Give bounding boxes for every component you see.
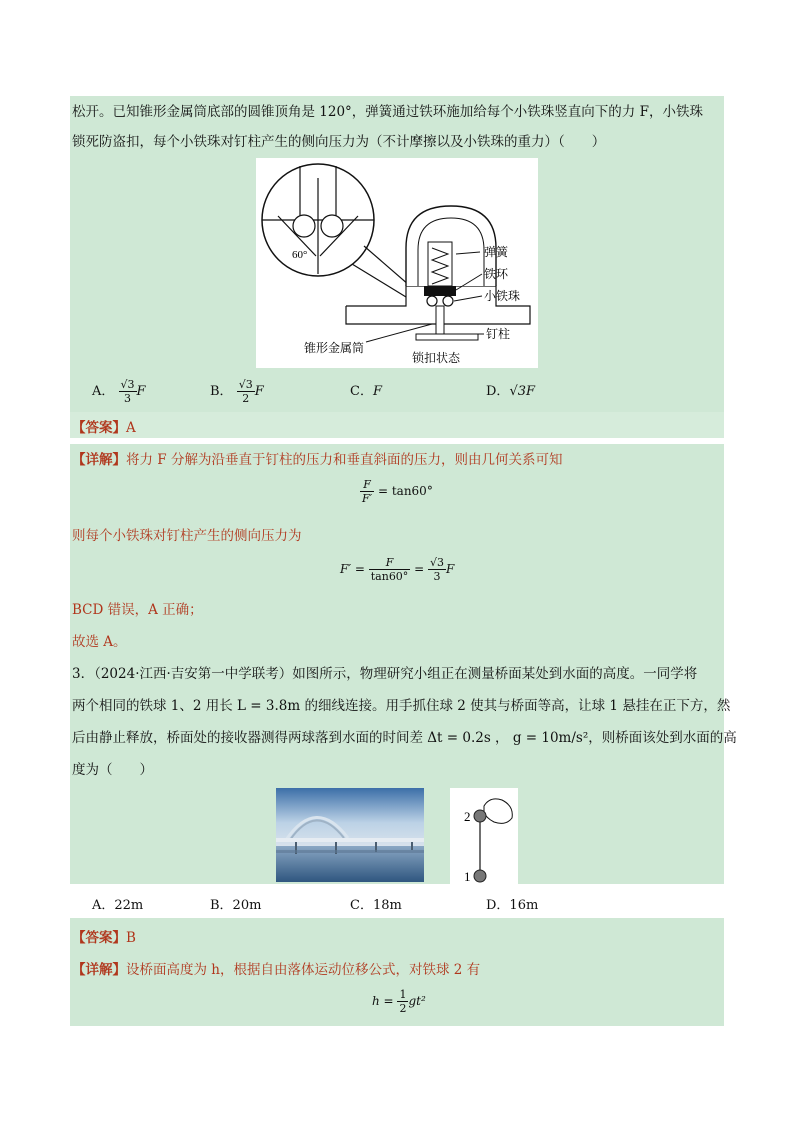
option-d-letter: D． (486, 384, 510, 399)
eq2-numerator: F (385, 556, 394, 569)
cone-label: 锥形金属筒 (304, 341, 365, 355)
state-label: 锁扣状态 (412, 351, 461, 365)
q2-stem-line-2: 锁死防盗扣，每个小铁珠对钉柱产生的侧向压力为（不计摩擦以及小铁珠的重力）（ ） (72, 134, 606, 150)
lock-mechanism-figure (256, 158, 538, 368)
option-c-var: F (372, 384, 382, 399)
option-b-numerator: √3 (238, 378, 253, 391)
q3-stem-line-2: 两个相同的铁球 1、2 用长 L = 3.8m 的细线连接。用手抓住球 2 使其与桥面等高，让球 1 悬挂在正下方，然 (72, 698, 731, 714)
q3-answer-value: B (126, 930, 136, 946)
spring-label: 弹簧 (484, 245, 509, 259)
eq1-rhs: = tan60° (377, 484, 433, 498)
q2-detail (72, 450, 562, 470)
q2-line-after: 则每个小铁珠对钉柱产生的侧向压力为 (72, 528, 302, 544)
ring-label: 铁环 (484, 267, 509, 281)
detail-tag: 【详解】 (72, 452, 126, 468)
option-a-denominator: 3 (124, 392, 132, 405)
q2-conclusion: BCD 错误，A 正确； (72, 602, 203, 618)
bridge-photo (276, 788, 424, 882)
option-d-value: √3F (509, 384, 536, 399)
eq2-denominator-2: 3 (433, 570, 441, 583)
q3-answer (72, 928, 136, 948)
option-a-var: F (136, 384, 146, 399)
option-a-numerator: √3 (120, 378, 135, 391)
q3-stem-line-3: 后由静止释放，桥面处的接收器测得两球落到水面的时间差 Δt = 0.2s ， g = 10m/s²，则桥面该处到水面的高 (72, 730, 737, 746)
q3-detail-text: 设桥面高度为 h，根据自由落体运动位移公式，对铁球 2 有 (126, 962, 481, 978)
eq2-var: F (446, 562, 455, 576)
q3-detail (72, 960, 480, 980)
q3-eq-lhs: h = (372, 994, 394, 1008)
q2-answer (72, 418, 136, 438)
content-band-answer (70, 412, 724, 438)
eq1-numerator: F (363, 478, 371, 491)
q3-eq-rhs: gt² (408, 994, 426, 1008)
option-a[interactable] (92, 378, 146, 405)
ball-2-label: 2 (464, 809, 471, 824)
option-b-denominator: 2 (242, 392, 250, 405)
eq2-equals: = (414, 562, 425, 576)
answer-tag: 【答案】 (72, 420, 126, 436)
q3-eq-numerator: 1 (399, 988, 407, 1001)
q3-stem-line-1: 3．（2024·江西·吉安第一中学联考）如图所示，物理研究小组正在测量桥面某处到水面的高度。一同学将 (72, 666, 698, 682)
q3-eq-denominator: 2 (399, 1002, 407, 1015)
q2-choose: 故选 A。 (72, 634, 127, 650)
q3-option-b[interactable]: B．20m (210, 898, 262, 913)
ball-2 (474, 810, 486, 822)
ball-1 (474, 870, 486, 882)
answer-value: A (126, 420, 136, 436)
q3-option-c[interactable]: C．18m (350, 898, 402, 913)
ball-1-label: 1 (464, 869, 471, 884)
pin-label: 钉柱 (486, 327, 511, 341)
q3-detail-tag: 【详解】 (72, 962, 126, 978)
eq2-numerator-2: √3 (430, 556, 445, 569)
option-d[interactable] (486, 382, 535, 402)
q3-option-d[interactable]: D．16m (486, 898, 539, 913)
option-b[interactable] (210, 378, 264, 405)
option-c-letter: C． (350, 384, 373, 399)
angle-label: 60° (292, 249, 308, 261)
option-b-letter: B． (210, 384, 233, 399)
eq2-lhs: F′ = (340, 562, 365, 576)
q3-stem-line-4: 度为（ ） (72, 762, 153, 778)
eq1-denominator: F′ (362, 492, 373, 505)
q3-option-a[interactable]: A．22m (92, 898, 144, 913)
bead-label: 小铁珠 (484, 289, 521, 303)
balls-diagram (450, 788, 518, 884)
option-a-letter: A． (92, 384, 115, 399)
equation-1 (360, 478, 433, 505)
option-c[interactable] (350, 382, 382, 402)
q2-stem-line-1: 松开。已知锥形金属筒底部的圆锥顶角是 120°，弹簧通过铁环施加给每个小铁珠竖直向下的力 F，小铁珠 (72, 104, 703, 120)
equation-2 (340, 556, 454, 583)
option-b-var: F (254, 384, 264, 399)
detail-text: 将力 F 分解为沿垂直于钉柱的压力和垂直斜面的压力，则由几何关系可知 (126, 452, 563, 468)
eq2-denominator: tan60° (370, 570, 409, 583)
q3-equation (372, 988, 426, 1015)
q3-answer-tag: 【答案】 (72, 930, 126, 946)
